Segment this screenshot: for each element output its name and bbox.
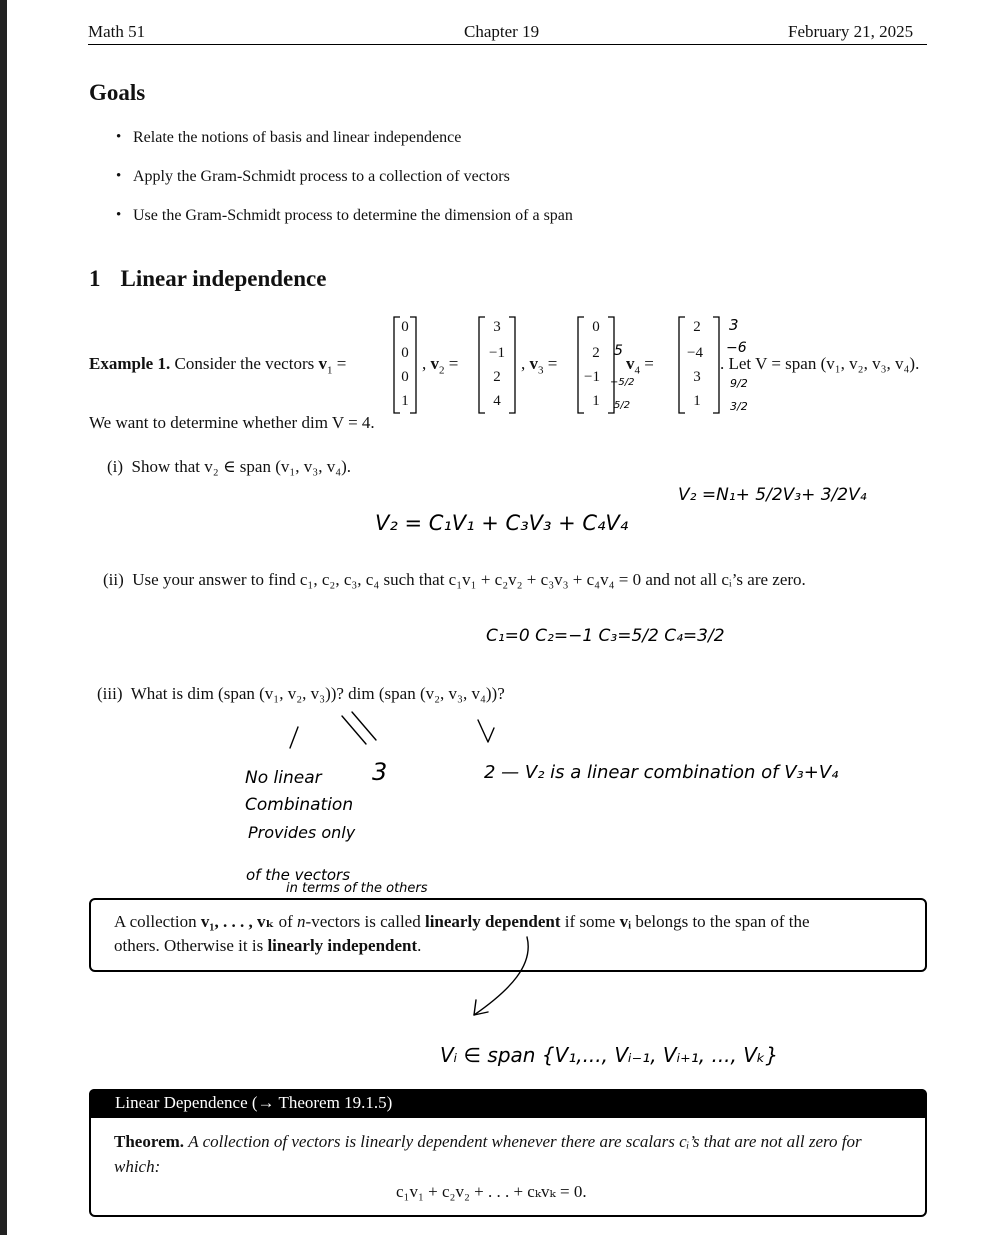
span-definition: . Let V = span (v₁, v₂, v₃, v₄). xyxy=(720,354,920,373)
hw-note: Provides only xyxy=(248,823,356,842)
v4-entry: −4 xyxy=(687,345,703,361)
part-ii-text: Use your answer to find c₁, c₂, c₃, c₄ such that c₁v₁ + c₂v₂ + c₃v₃ + c₄v₄ = 0 and not all cᵢ’s are zero. xyxy=(132,570,806,589)
v2-entry: −1 xyxy=(489,345,505,361)
hw-arrow-down xyxy=(478,720,494,742)
hw-note: in terms of the others xyxy=(286,881,428,896)
def-vectors: v₁, . . . , vₖ xyxy=(200,912,275,931)
part-iii-label: (iii) xyxy=(97,684,123,703)
hw-v4-annot: −6 xyxy=(726,340,747,356)
bullet-icon: • xyxy=(116,168,122,184)
theorem-text: A collection of vectors is linearly dependent whenever there are scalars cᵢ’s that are not all zero for xyxy=(188,1132,862,1151)
hw-v3-annot: 5/2 xyxy=(614,400,631,411)
section-title: Linear independence xyxy=(120,266,327,291)
example-intro: Example 1. Consider the vectors $v_1$ = xyxy=(89,354,347,377)
theorem-equation: c₁v₁ + c₂v₂ + . . . + cₖvₖ = 0. xyxy=(396,1182,587,1201)
hw-v4-annot: 3 xyxy=(729,316,739,334)
goal-item: Relate the notions of basis and linear independence xyxy=(133,129,462,146)
v3-entry: 0 xyxy=(592,319,600,335)
def-text: A collection xyxy=(114,912,201,931)
v3-entry: 2 xyxy=(592,345,600,361)
def-term-dependent: linearly dependent xyxy=(424,912,561,931)
hw-span-note: Vᵢ ∈ span {V₁,..., Vᵢ₋₁, Vᵢ₊₁, ..., Vₖ} xyxy=(440,1043,779,1067)
definition-line-1 xyxy=(114,912,810,932)
hw-answer-three: 3 xyxy=(372,758,388,786)
theorem-line-1 xyxy=(114,1132,862,1152)
def-vi: vᵢ xyxy=(619,912,632,931)
def-term-independent: linearly independent xyxy=(267,936,418,955)
part-iii-text: What is dim (span (v₁, v₂, v₃))? dim (span (v₂, v₃, v₄))? xyxy=(130,684,505,703)
hw-v2-combo: V₂ =N₁+ 5/2V₃+ 3/2V₄ xyxy=(678,485,867,505)
hw-v3-annot: −5/2 xyxy=(610,377,635,388)
hw-note: No linear xyxy=(245,768,322,788)
v1-entry: 0 xyxy=(401,319,409,335)
def-text: others. Otherwise it is xyxy=(114,936,268,955)
v2-entry: 3 xyxy=(493,319,501,335)
hw-v4-annot: 9/2 xyxy=(730,377,748,390)
def-text: . xyxy=(417,936,422,955)
def-text: -vectors is called xyxy=(305,912,425,931)
hw-tick xyxy=(290,727,298,748)
section-number: 1 xyxy=(89,266,101,291)
v2-label: , $v_2$ = xyxy=(422,354,459,377)
hw-note: Combination xyxy=(245,795,354,815)
definition-box xyxy=(89,898,927,972)
example-intro-text: Consider the vectors xyxy=(174,354,315,373)
bullet-icon: • xyxy=(116,207,122,223)
chapter-title: Chapter 19 xyxy=(464,22,540,41)
lecture-date: February 21, 2025 xyxy=(788,22,914,41)
hw-coefficients: C₁=0 C₂=−1 C₃=5/2 C₄=3/2 xyxy=(486,626,725,646)
course-name: Math 51 xyxy=(88,22,146,41)
hw-note: of the vectors xyxy=(246,866,351,884)
hw-v4-annot: 3/2 xyxy=(730,400,748,413)
hw-v3-annot: 5 xyxy=(614,343,623,359)
v2-entry: 2 xyxy=(493,369,501,385)
hw-tick xyxy=(342,712,376,744)
goals-heading: Goals xyxy=(89,80,146,105)
v4-label: $v_4$ = xyxy=(626,354,654,377)
v3-entry: −1 xyxy=(584,369,600,385)
v1-entry: 1 xyxy=(401,393,409,409)
v2-entry: 4 xyxy=(493,393,501,409)
part-i-text: Show that v₂ ∈ span (v₁, v₃, v₄). xyxy=(131,457,352,476)
v4-entry: 2 xyxy=(693,319,701,335)
part-ii-label: (ii) xyxy=(103,570,124,589)
definition-line-2 xyxy=(114,936,421,956)
def-text: belongs to the span of the xyxy=(631,912,810,931)
hw-v2-general: V₂ = C₁V₁ + C₃V₃ + C₄V₄ xyxy=(375,511,629,535)
part-i-label: (i) xyxy=(107,457,124,476)
v1-entry: 0 xyxy=(401,345,409,361)
def-text: of xyxy=(274,912,298,931)
def-text: if some xyxy=(560,912,620,931)
theorem-line-2: which: xyxy=(114,1157,161,1176)
v1-entry: 0 xyxy=(401,369,409,385)
example-label: Example 1. xyxy=(89,354,171,373)
bullet-icon: • xyxy=(116,129,122,145)
goal-item: Use the Gram-Schmidt process to determine the dimension of a span xyxy=(133,207,573,224)
theorem-header: Linear Dependence (→ Theorem 19.1.5) xyxy=(89,1089,927,1118)
goal-item: Apply the Gram-Schmidt process to a collection of vectors xyxy=(133,168,510,185)
theorem-label: Theorem. xyxy=(114,1132,185,1151)
v4-entry: 1 xyxy=(693,393,701,409)
v4-entry: 3 xyxy=(693,369,701,385)
def-n: n xyxy=(297,912,306,931)
v3-label: , $v_3$ = xyxy=(521,354,558,377)
dimension-question: We want to determine whether dim V = 4. xyxy=(89,413,375,432)
hw-answer-two: 2 — V₂ is a linear combination of V₃+V₄ xyxy=(484,762,839,783)
v3-entry: 1 xyxy=(592,393,600,409)
